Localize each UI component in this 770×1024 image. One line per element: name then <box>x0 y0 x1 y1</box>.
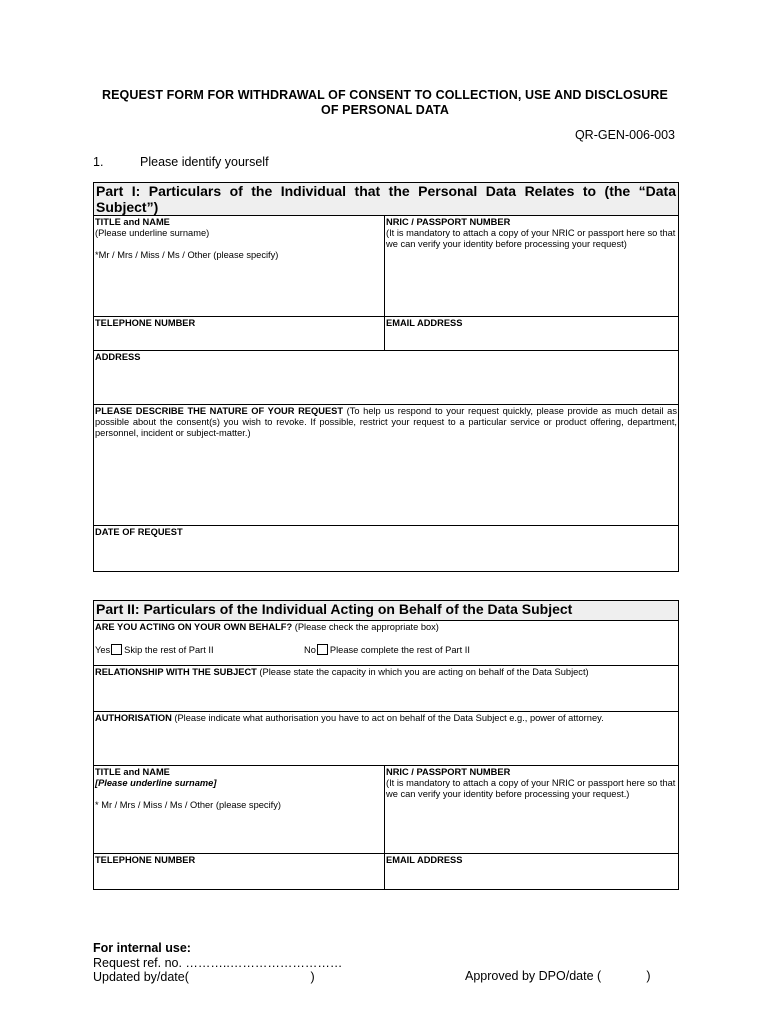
part2-relationship-label: RELATIONSHIP WITH THE SUBJECT <box>95 667 257 677</box>
part2-nric-note: (It is mandatory to attach a copy of your NRIC or passport here so that we can verify your identity before processing your request.) <box>386 778 676 799</box>
part1-nric-note: (It is mandatory to attach a copy of your NRIC or passport here so that we can verify your identity before processing your request) <box>386 228 676 249</box>
part2-title-name-field[interactable] <box>94 766 385 854</box>
internal-approved-by: Approved by DPO/date ( ) <box>465 969 651 983</box>
part2-relationship-field[interactable] <box>94 666 679 712</box>
no-checkbox[interactable] <box>317 644 328 655</box>
internal-use-heading: For internal use: <box>93 941 191 955</box>
part2-email-label: EMAIL ADDRESS <box>386 855 463 865</box>
part2-authorisation-field[interactable] <box>94 712 679 766</box>
part2-no-label: No <box>304 645 316 655</box>
part2-telephone-field[interactable] <box>94 854 385 890</box>
part1-title-name-field[interactable] <box>94 216 385 317</box>
internal-use-section <box>93 941 342 985</box>
part1-heading: Part I: Particulars of the Individual that the Personal Data Relates to (the “Data Subject”) <box>94 183 679 216</box>
part2-authorisation-note: (Please indicate what authorisation you have to act on behalf of the Data Subject e.g., power of attorney. <box>171 713 604 723</box>
form-title <box>80 88 690 117</box>
part2-own-behalf-note: (Please check the appropriate box) <box>292 622 439 632</box>
question-number: 1. <box>93 155 104 169</box>
part1-nature-field[interactable] <box>94 405 679 526</box>
part2-email-field[interactable] <box>385 854 679 890</box>
part2-no-text: Please complete the rest of Part II <box>329 645 470 655</box>
part1-date-label: DATE OF REQUEST <box>95 527 183 537</box>
part2-heading: Part II: Particulars of the Individual Acting on Behalf of the Data Subject <box>94 601 679 621</box>
part2-yes-text: Skip the rest of Part II <box>124 645 214 655</box>
internal-request-ref: Request ref. no. ………..……………………… <box>93 955 343 970</box>
part2-own-behalf-field <box>94 621 679 666</box>
part1-table <box>93 182 679 572</box>
form-title-line1: REQUEST FORM FOR WITHDRAWAL OF CONSENT TO COLLECTION, USE AND DISCLOSURE <box>101 88 668 102</box>
part1-title-note: (Please underline surname) <box>95 228 210 238</box>
part2-own-behalf-label: ARE YOU ACTING ON YOUR OWN BEHALF? <box>95 622 293 632</box>
part2-yes-option <box>95 644 214 656</box>
part2-yes-label: Yes <box>95 645 111 655</box>
part1-nric-field[interactable] <box>385 216 679 317</box>
part2-relationship-note: (Please state the capacity in which you are acting on behalf of the Data Subject) <box>256 667 589 677</box>
part1-nature-label: PLEASE DESCRIBE THE NATURE OF YOUR REQUEST <box>95 406 344 416</box>
part1-title-options: *Mr / Mrs / Miss / Ms / Other (please specify) <box>95 250 279 260</box>
part1-nric-label: NRIC / PASSPORT NUMBER <box>386 217 511 227</box>
part1-telephone-label: TELEPHONE NUMBER <box>95 318 196 328</box>
part2-no-option <box>304 644 470 656</box>
part2-nric-field[interactable] <box>385 766 679 854</box>
part2-title-options: * Mr / Mrs / Miss / Ms / Other (please specify) <box>95 800 281 810</box>
part1-telephone-field[interactable] <box>94 317 385 351</box>
part2-telephone-label: TELEPHONE NUMBER <box>95 855 196 865</box>
part1-address-field[interactable] <box>94 351 679 405</box>
part1-email-field[interactable] <box>385 317 679 351</box>
part1-nature-note: (To help us respond to your request quickly, please provide as much detail as possible about the consent(s) you wish to revoke. If possible, restrict your request to a particular service or product offering, department, personnel, incident or subject-matter.) <box>95 406 678 438</box>
part1-address-label: ADDRESS <box>95 352 141 362</box>
part2-title-label: TITLE and NAME <box>95 767 170 777</box>
part2-table <box>93 600 679 890</box>
part2-nric-label: NRIC / PASSPORT NUMBER <box>386 767 511 777</box>
part1-date-field[interactable] <box>94 526 679 572</box>
part2-authorisation-label: AUTHORISATION <box>95 713 172 723</box>
part2-title-note: [Please underline surname] <box>95 778 217 788</box>
question-text: Please identify yourself <box>140 155 269 169</box>
form-reference-code: QR-GEN-006-003 <box>574 128 675 142</box>
yes-checkbox[interactable] <box>111 644 122 655</box>
part1-title-label: TITLE and NAME <box>95 217 170 227</box>
internal-updated-by: Updated by/date( ) <box>93 970 315 984</box>
form-title-line2: OF PERSONAL DATA <box>321 102 449 117</box>
part1-email-label: EMAIL ADDRESS <box>386 318 463 328</box>
